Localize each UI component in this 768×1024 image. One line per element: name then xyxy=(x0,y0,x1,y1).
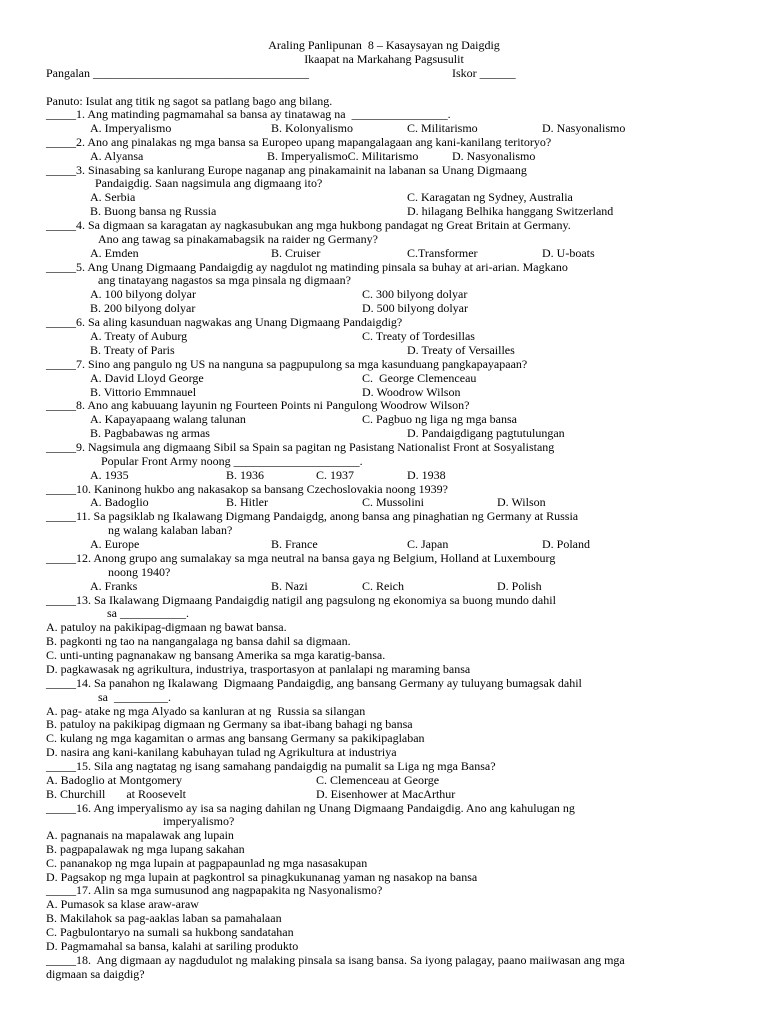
question-1: _____1. Ang matinding pagmamahal sa bansa ay tinatawag na ________________. xyxy=(46,107,451,121)
q5-option-b: B. 200 bilyong dolyar xyxy=(90,301,196,315)
score-field[interactable]: Iskor ______ xyxy=(452,66,516,80)
q10-option-d: D. Wilson xyxy=(497,495,546,509)
question-10: _____10. Kaninong hukbo ang nakasakop sa bansang Czechoslovakia noong 1939? xyxy=(46,482,448,496)
q2-option-d: D. Nasyonalismo xyxy=(452,149,536,163)
question-17: _____17. Alin sa mga sumusunod ang nagpapakita ng Nasyonalismo? xyxy=(46,883,383,897)
q6-option-a: A. Treaty of Auburg xyxy=(90,329,188,343)
q15-option-a: A. Badoglio at Montgomery xyxy=(46,773,182,787)
q6-option-c: C. Treaty of Tordesillas xyxy=(362,329,475,343)
q2-option-a: A. Alyansa xyxy=(90,149,144,163)
question-14: _____14. Sa panahon ng Ikalawang Digmaang Pandaigdig, ang bansang Germany ay tuluyang bumagsak dahil xyxy=(46,676,582,690)
q15-option-d: D. Eisenhower at MacArthur xyxy=(316,787,456,801)
q5-option-c: C. 300 bilyong dolyar xyxy=(362,287,468,301)
q9-option-d: D. 1938 xyxy=(407,468,446,482)
q13-option-c: C. unti-unting pagnanakaw ng bansang Amerika sa mga karatig-bansa. xyxy=(46,648,386,662)
q17-option-d: D. Pagmamahal sa bansa, kalahi at sariling produkto xyxy=(46,939,299,953)
q7-option-c: C. George Clemenceau xyxy=(362,371,477,385)
instructions: Panuto: Isulat ang titik ng sagot sa patlang bago ang bilang. xyxy=(46,94,333,108)
question-4-cont: Ano ang tawag sa pinakamabagsik na raider ng Germany? xyxy=(98,232,378,246)
q4-option-a: A. Emden xyxy=(90,246,139,260)
q13-option-d: D. pagkawasak ng agrikultura, industriya, trasportasyon at panlalapi ng maraming bansa xyxy=(46,662,471,676)
q10-option-a: A. Badoglio xyxy=(90,495,149,509)
q13-option-b: B. pagkonti ng tao na nangangalaga ng bansa dahil sa digmaan. xyxy=(46,634,351,648)
q9-option-b: B. 1936 xyxy=(226,468,265,482)
q16-option-d: D. Pagsakop ng mga lupain at pagkontrol sa pinagkukunanag yaman ng nasakop na bansa xyxy=(46,870,478,884)
question-7: _____7. Sino ang pangulo ng US na nanguna sa pagpupulong sa mga kasunduang pangkapayapaan? xyxy=(46,357,528,371)
q1-option-c: C. Militarismo xyxy=(407,121,478,135)
question-5: _____5. Ang Unang Digmaang Pandaigdig ay nagdulot ng matinding pinsala sa buhay at ari-arian. Magkano xyxy=(46,260,568,274)
q2-option-bc: B. ImperyalismoC. Militarismo xyxy=(267,149,419,163)
q9-option-a: A. 1935 xyxy=(90,468,129,482)
question-6: _____6. Sa aling kasunduan nagwakas ang Unang Digmaang Pandaigdig? xyxy=(46,315,403,329)
q1-option-b: B. Kolonyalismo xyxy=(271,121,354,135)
question-11-cont: ng walang kalaban laban? xyxy=(108,523,233,537)
q9-option-c: C. 1937 xyxy=(316,468,355,482)
question-2: _____2. Ano ang pinalakas ng mga bansa sa Europeo upang mapangalagaan ang kani-kanilang teritoryo? xyxy=(46,135,552,149)
question-13-cont: sa ___________. xyxy=(107,606,189,620)
q3-option-d: D. hilagang Belhika hanggang Switzerland xyxy=(407,204,614,218)
q1-option-a: A. Imperyalismo xyxy=(90,121,172,135)
q7-option-b: B. Vittorio Emmnauel xyxy=(90,385,197,399)
q10-option-c: C. Mussolini xyxy=(362,495,425,509)
exam-title: Ikaapat na Markahang Pagsusulit xyxy=(304,52,464,66)
question-13: _____13. Sa Ikalawang Digmaang Pandaigdig natigil ang pagsulong ng ekonomiya sa buong mundo dahil xyxy=(46,593,556,607)
q12-option-d: D. Polish xyxy=(497,579,542,593)
q13-option-a: A. patuloy na pakikipag-digmaan ng bawat bansa. xyxy=(46,620,287,634)
q4-option-d: D. U-boats xyxy=(542,246,595,260)
question-3-cont: Pandaigdig. Saan nagsimula ang digmaang ito? xyxy=(95,176,323,190)
q6-option-d: D. Treaty of Versailles xyxy=(407,343,515,357)
q1-option-d: D. Nasyonalismo xyxy=(542,121,626,135)
question-9: _____9. Nagsimula ang digmaang Sibil sa Spain sa pagitan ng Pasistang Nationalist Front at Sosyalistang xyxy=(46,440,555,454)
q3-option-b: B. Buong bansa ng Russia xyxy=(90,204,217,218)
question-8: _____8. Ano ang kabuuang layunin ng Fourteen Points ni Pangulong Woodrow Wilson? xyxy=(46,398,470,412)
question-12-cont: noong 1940? xyxy=(108,565,171,579)
q14-option-b: B. patuloy na pakikipag digmaan ng Germany sa ibat-ibang bahagi ng bansa xyxy=(46,717,413,731)
question-15: _____15. Sila ang nagtatag ng isang samahang pandaigdig na pumalit sa Liga ng mga Bansa? xyxy=(46,759,496,773)
question-12: _____12. Anong grupo ang sumalakay sa mga neutral na bansa gaya ng Belgium, Holland at Luxembourg xyxy=(46,551,556,565)
q11-option-d: D. Poland xyxy=(542,537,590,551)
question-16-cont: imperyalismo? xyxy=(163,814,235,828)
q3-option-c: C. Karagatan ng Sydney, Australia xyxy=(407,190,573,204)
q17-option-c: C. Pagbulontaryo na sumali sa hukbong sandatahan xyxy=(46,925,294,939)
q7-option-d: D. Woodrow Wilson xyxy=(362,385,461,399)
q8-option-b: B. Pagbabawas ng armas xyxy=(90,426,210,440)
q15-option-b: B. Churchill at Roosevelt xyxy=(46,787,186,801)
q11-option-c: C. Japan xyxy=(407,537,449,551)
q14-option-d: D. nasira ang kani-kanilang kabuhayan tulad ng Agrikultura at industriya xyxy=(46,745,397,759)
q4-option-b: B. Cruiser xyxy=(271,246,321,260)
q16-option-b: B. pagpapalawak ng mga lupang sakahan xyxy=(46,842,245,856)
q12-option-c: C. Reich xyxy=(362,579,404,593)
q5-option-d: D. 500 bilyong dolyar xyxy=(362,301,468,315)
question-16: _____16. Ang imperyalismo ay isa sa naging dahilan ng Unang Digmaang Pandaigdig. Ano ang kahulugan ng xyxy=(46,801,575,815)
q4-option-c: C.Transformer xyxy=(407,246,478,260)
q11-option-a: A. Europe xyxy=(90,537,140,551)
subject-title: Araling Panlipunan 8 – Kasaysayan ng Daigdig xyxy=(268,38,500,52)
q8-option-d: D. Pandaigdigang pagtutulungan xyxy=(407,426,565,440)
name-field[interactable]: Pangalan ____________________________________ xyxy=(46,66,309,80)
q3-option-a: A. Serbia xyxy=(90,190,136,204)
q17-option-b: B. Makilahok sa pag-aaklas laban sa pamahalaan xyxy=(46,911,282,925)
question-3: _____3. Sinasabing sa kanlurang Europe naganap ang pinakamainit na labanan sa Unang Digmaang xyxy=(46,163,527,177)
question-11: _____11. Sa pagsiklab ng Ikalawang Digmang Pandaigdg, anong bansa ang pinaghatian ng Germany at Russia xyxy=(46,509,579,523)
question-18: _____18. Ang digmaan ay nagdudulot ng malaking pinsala sa isang bansa. Sa iyong palagay, paano maiiwasan ang mga xyxy=(46,953,625,967)
question-14-cont: sa _________. xyxy=(98,690,171,704)
q8-option-a: A. Kapayapaang walang talunan xyxy=(90,412,246,426)
q7-option-a: A. David Lloyd George xyxy=(90,371,204,385)
q15-option-c: C. Clemenceau at George xyxy=(316,773,440,787)
q16-option-c: C. pananakop ng mga lupain at pagpapaunlad ng mga nasasakupan xyxy=(46,856,368,870)
q14-option-a: A. pag- atake ng mga Alyado sa kanluran at ng Russia sa silangan xyxy=(46,704,366,718)
q16-option-a: A. pagnanais na mapalawak ang lupain xyxy=(46,828,234,842)
q17-option-a: A. Pumasok sa klase araw-araw xyxy=(46,897,199,911)
q12-option-b: B. Nazi xyxy=(271,579,308,593)
question-4: _____4. Sa digmaan sa karagatan ay nagkasubukan ang mga hukbong pandagat ng Great Britain at Germany. xyxy=(46,218,571,232)
q10-option-b: B. Hitler xyxy=(226,495,268,509)
q5-option-a: A. 100 bilyong dolyar xyxy=(90,287,196,301)
question-9-cont: Popular Front Army noong _____________________. xyxy=(101,454,363,468)
question-18-cont: digmaan sa daigdig? xyxy=(46,967,145,981)
q11-option-b: B. France xyxy=(271,537,318,551)
q6-option-b: B. Treaty of Paris xyxy=(90,343,175,357)
question-5-cont: ang tinatayang nagastos sa mga pinsala ng digmaan? xyxy=(98,273,351,287)
q12-option-a: A. Franks xyxy=(90,579,138,593)
q14-option-c: C. kulang ng mga kagamitan o armas ang bansang Germany sa pakikipaglaban xyxy=(46,731,425,745)
q8-option-c: C. Pagbuo ng liga ng mga bansa xyxy=(362,412,517,426)
